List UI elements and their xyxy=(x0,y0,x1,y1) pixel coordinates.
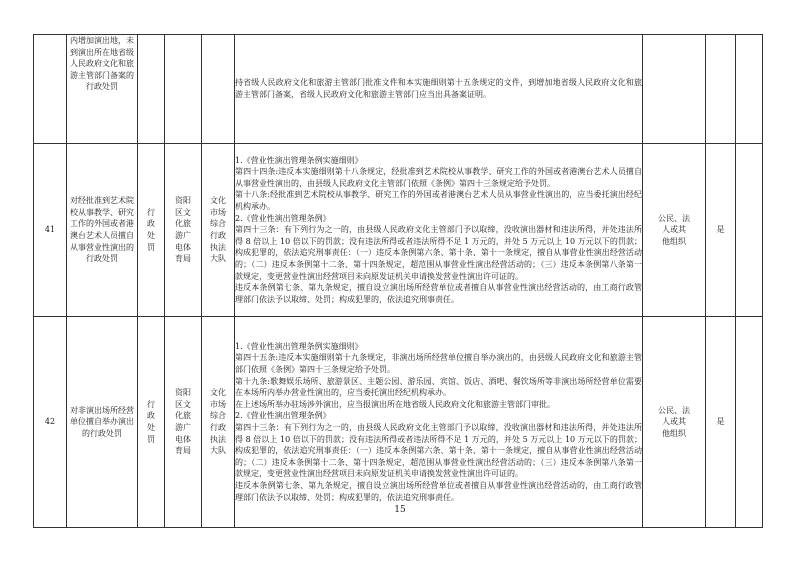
dept-line: 育局 xyxy=(175,446,191,456)
row-flag: 是 xyxy=(706,144,736,317)
subject-line: 公民、法 xyxy=(658,405,690,415)
dept-line: 化旅 xyxy=(175,219,191,229)
unit-line: 文化 xyxy=(210,388,226,398)
basis-line: 1.《营业性演出管理条例实施细则》 xyxy=(235,341,363,351)
row-category xyxy=(138,144,165,317)
dept-line: 育局 xyxy=(175,254,191,264)
basis-line: 持省级人民政府文化和旅游主管部门批准文件和本实施细则第十五条规定的文件，到增加地省级人民政府文化和旅游主管部门备案，省级人民政府文化和旅游主管部门应当出具备案证明。 xyxy=(235,78,642,99)
row-seq: 41 xyxy=(34,144,67,317)
dept-line: 电体 xyxy=(175,434,191,444)
basis-line: 2.《营业性演出管理条例》 xyxy=(235,411,331,421)
row-category xyxy=(138,317,165,528)
category-char: 政 xyxy=(147,411,155,421)
row-unit xyxy=(202,35,235,144)
table-row xyxy=(34,144,763,317)
row-seq xyxy=(34,35,67,144)
row-item: 内增加演出地，未到演出所在地省级人民政府文化和旅游主管部门备案的行政处罚 xyxy=(67,35,138,144)
subject-line: 他组织 xyxy=(662,428,686,438)
dept-line: 游广 xyxy=(175,231,191,240)
unit-line: 执法 xyxy=(210,434,226,444)
unit-line: 大队 xyxy=(210,446,226,456)
dept-line: 资阳 xyxy=(175,196,191,206)
dept-line: 区文 xyxy=(175,399,191,409)
row-basis xyxy=(235,144,643,317)
category-char: 处 xyxy=(147,231,155,240)
table-row xyxy=(34,317,763,528)
row-subject xyxy=(643,317,706,528)
basis-line: 第十八条:经批准到艺术院校从事教学、研究工作的外国或者港澳台艺术人员从事营业性演出的，应当委托演出经纪机构承办。 xyxy=(235,190,642,212)
category-char: 行 xyxy=(147,207,155,217)
category-char: 罚 xyxy=(147,242,155,252)
row-subject xyxy=(643,35,706,144)
category-char: 政 xyxy=(147,219,155,229)
dept-line: 资阳 xyxy=(175,388,191,398)
row-subject xyxy=(643,144,706,317)
row-basis xyxy=(235,317,643,528)
unit-line: 大队 xyxy=(210,254,226,264)
row-flag: 是 xyxy=(706,317,736,528)
row-flag xyxy=(706,35,736,144)
unit-line: 综合 xyxy=(210,411,226,421)
unit-line: 行政 xyxy=(210,231,226,240)
basis-line: 第四十三条：有下列行为之一的，由县级人民政府文化主管部门予以取缔，没收演出器材和违法所得，并处违法所得 8 倍以上 10 倍以下的罚款；没有违法所得或者违法所得不足 1 万元的，并处 5 万元以上 10 万元以下的罚款；构成犯罪的，依法追究刑事责任：（一）违反本条例第六条、第十条、第十一条规定，擅自从事营业性演出经营活动的；（二）违反本条例第十二条、第十四条规定，超范围从事营业性演出经营活动的；（三）违反本条例第八条第一款规定，变更营业性演出经营项目未向原发证机关申请换发营业性演出许可证的。 xyxy=(235,225,642,281)
dept-line: 游广 xyxy=(175,423,191,432)
basis-line: 第四十五条:违反本实施细则第十九条规定，非演出场所经营单位擅自举办演出的，由县级人民政府文化和旅游主管部门依照《条例》第四十三条规定给予处罚。 xyxy=(235,353,642,375)
unit-line: 行政 xyxy=(210,423,226,432)
row-note xyxy=(736,35,763,144)
row-unit xyxy=(202,144,235,317)
unit-line: 市场 xyxy=(210,207,226,217)
unit-line: 执法 xyxy=(210,242,226,252)
row-item: 对经批准到艺术院校从事教学、研究工作的外国或者港澳台艺术人员擅自从事营业性演出的行政处罚 xyxy=(67,144,138,317)
dept-line: 区文 xyxy=(175,207,191,217)
dept-line: 电体 xyxy=(175,242,191,252)
row-note xyxy=(736,144,763,317)
subject-line: 公民、法 xyxy=(658,213,690,223)
row-note xyxy=(736,317,763,528)
basis-line: 第四十三条：有下列行为之一的，由县级人民政府文化主管部门予以取缔，没收演出器材和违法所得，并处违法所得 8 倍以上 10 倍以下的罚款；没有违法所得或者违法所得不足 1 万元的，并处 5 万元以上 10 万元以下的罚款；构成犯罪的，依法追究刑事责任：（一）违反本条例第六条、第十条、第十一条规定，擅自从事营业性演出经营活动的；（二）违反本条例第十二条、第十四条规定，超范围从事营业性演出经营活动的；（三）违反本条例第八条第一款规定，变更营业性演出经营项目未向原发证机关申请换发营业性演出许可证的。 xyxy=(235,423,642,479)
basis-line: 第十九条:歌舞娱乐场所、旅游景区、主题公园、游乐园、宾馆、饭店、酒吧、餐饮场所等非演出场所经营单位需要在本场所内举办营业性演出的，应当委托演出经纪机构承办。 xyxy=(235,376,642,398)
row-dept xyxy=(165,35,202,144)
basis-line: 在上述场所举办驻场涉外演出，应当报演出所在地省级人民政府文化和旅游主管部门审批。 xyxy=(235,399,555,409)
category-char: 罚 xyxy=(147,434,155,444)
unit-line: 文化 xyxy=(210,196,226,206)
row-unit xyxy=(202,317,235,528)
page-number: 15 xyxy=(394,505,406,515)
row-seq: 42 xyxy=(34,317,67,528)
subject-line: 人或其 xyxy=(662,225,686,235)
row-item: 对非演出场所经营单位擅自举办演出的行政处罚 xyxy=(67,317,138,528)
row-dept xyxy=(165,317,202,528)
basis-line: 2.《营业性演出管理条例》 xyxy=(235,213,331,223)
subject-line: 人或其 xyxy=(662,417,686,427)
basis-line: 违反本条例第七条、第九条规定，擅自设立演出场所经营单位或者擅自从事营业性演出经营活动的，由工商行政管理部门依法予以取缔、处罚；构成犯罪的，依法追究刑事责任。 xyxy=(235,480,642,502)
table-row xyxy=(34,35,763,144)
dept-line: 化旅 xyxy=(175,411,191,421)
unit-line: 市场 xyxy=(210,399,226,409)
basis-line: 违反本条例第七条、第九条规定，擅自设立演出场所经营单位或者擅自从事营业性演出经营活动的，由工商行政管理部门依法予以取缔、处罚；构成犯罪的，依法追究刑事责任。 xyxy=(235,283,642,304)
unit-line: 综合 xyxy=(210,219,226,229)
basis-line: 第四十四条:违反本实施细则第十八条规定，经批准到艺术院校从事教学、研究工作的外国或者港澳台艺术人员擅自从事营业性演出的，由县级人民政府文化主管部门依照《条例》第四十三条规定给予处罚。 xyxy=(235,167,642,188)
row-basis xyxy=(235,35,643,144)
basis-line: 1.《营业性演出管理条例实施细则》 xyxy=(235,155,363,165)
category-char: 行 xyxy=(147,399,155,409)
row-category xyxy=(138,35,165,144)
category-char: 处 xyxy=(147,423,155,432)
penalty-table xyxy=(33,34,763,528)
subject-line: 他组织 xyxy=(662,236,686,246)
row-dept xyxy=(165,144,202,317)
